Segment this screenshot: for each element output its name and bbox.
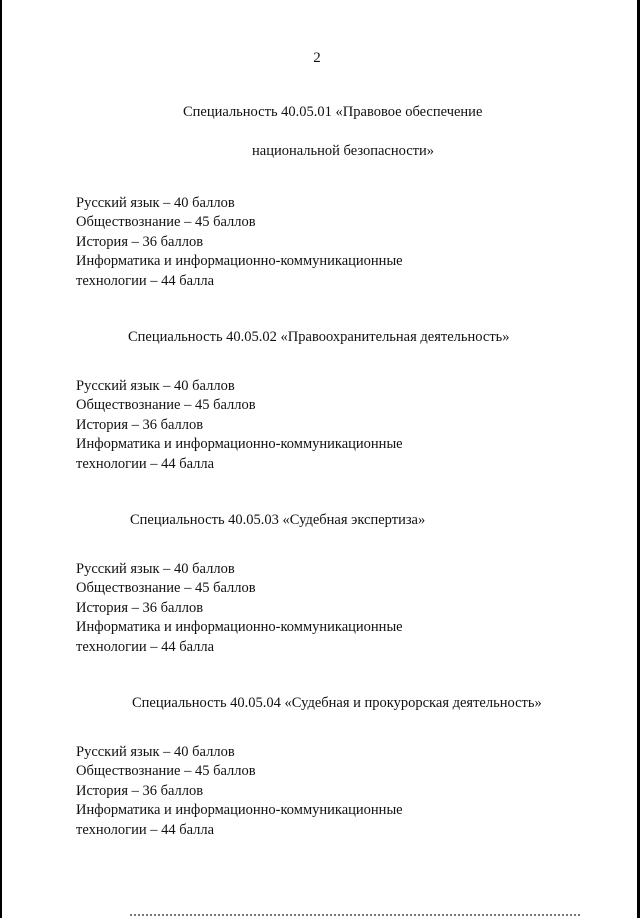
score-line: Обществознание – 45 баллов	[76, 580, 256, 596]
heading-line: Специальность 40.05.02 «Правоохранительная деятельность»	[128, 328, 510, 345]
score-line: технологии – 44 балла	[76, 821, 215, 838]
page-number: 2	[313, 50, 321, 66]
specialty-section-40-05-03	[76, 491, 596, 657]
score-line: История – 36 баллов	[76, 599, 204, 616]
score-line: Обществознание – 45 баллов	[76, 763, 256, 779]
score-line: Русский язык – 40 баллов	[76, 377, 235, 394]
score-line: Русский язык – 40 баллов	[76, 743, 235, 760]
score-list	[76, 194, 596, 292]
score-line: Русский язык – 40 баллов	[76, 560, 235, 577]
score-list	[76, 743, 596, 841]
scan-artifact	[130, 914, 580, 918]
specialty-heading	[76, 674, 596, 733]
score-line: технологии – 44 балла	[76, 455, 215, 472]
specialty-heading	[76, 83, 596, 181]
score-line: Обществознание – 45 баллов	[76, 214, 256, 230]
specialty-heading	[76, 491, 596, 550]
specialty-section-40-05-01	[76, 83, 596, 291]
score-line: Информатика и информационно-коммуникационные	[76, 436, 403, 452]
heading-line: национальной безопасности»	[252, 142, 435, 159]
score-list	[76, 560, 596, 658]
score-line: Информатика и информационно-коммуникационные	[76, 802, 403, 818]
heading-line: Специальность 40.05.04 «Судебная и прокурорская деятельность»	[132, 694, 542, 711]
score-line: История – 36 баллов	[76, 416, 204, 433]
score-line: История – 36 баллов	[76, 782, 204, 799]
document-body	[76, 83, 596, 840]
score-line: Информатика и информационно-коммуникационные	[76, 619, 403, 635]
heading-line: Специальность 40.05.03 «Судебная экспертиза»	[130, 511, 426, 528]
score-line: Русский язык – 40 баллов	[76, 194, 235, 211]
score-line: История – 36 баллов	[76, 233, 204, 250]
score-line: Обществознание – 45 баллов	[76, 397, 256, 413]
score-list	[76, 377, 596, 475]
score-line: Информатика и информационно-коммуникационные	[76, 253, 403, 269]
specialty-heading	[76, 308, 596, 367]
score-line: технологии – 44 балла	[76, 272, 215, 289]
specialty-section-40-05-04	[76, 674, 596, 840]
heading-line: Специальность 40.05.01 «Правовое обеспечение	[183, 103, 483, 120]
specialty-section-40-05-02	[76, 308, 596, 474]
score-line: технологии – 44 балла	[76, 638, 215, 655]
